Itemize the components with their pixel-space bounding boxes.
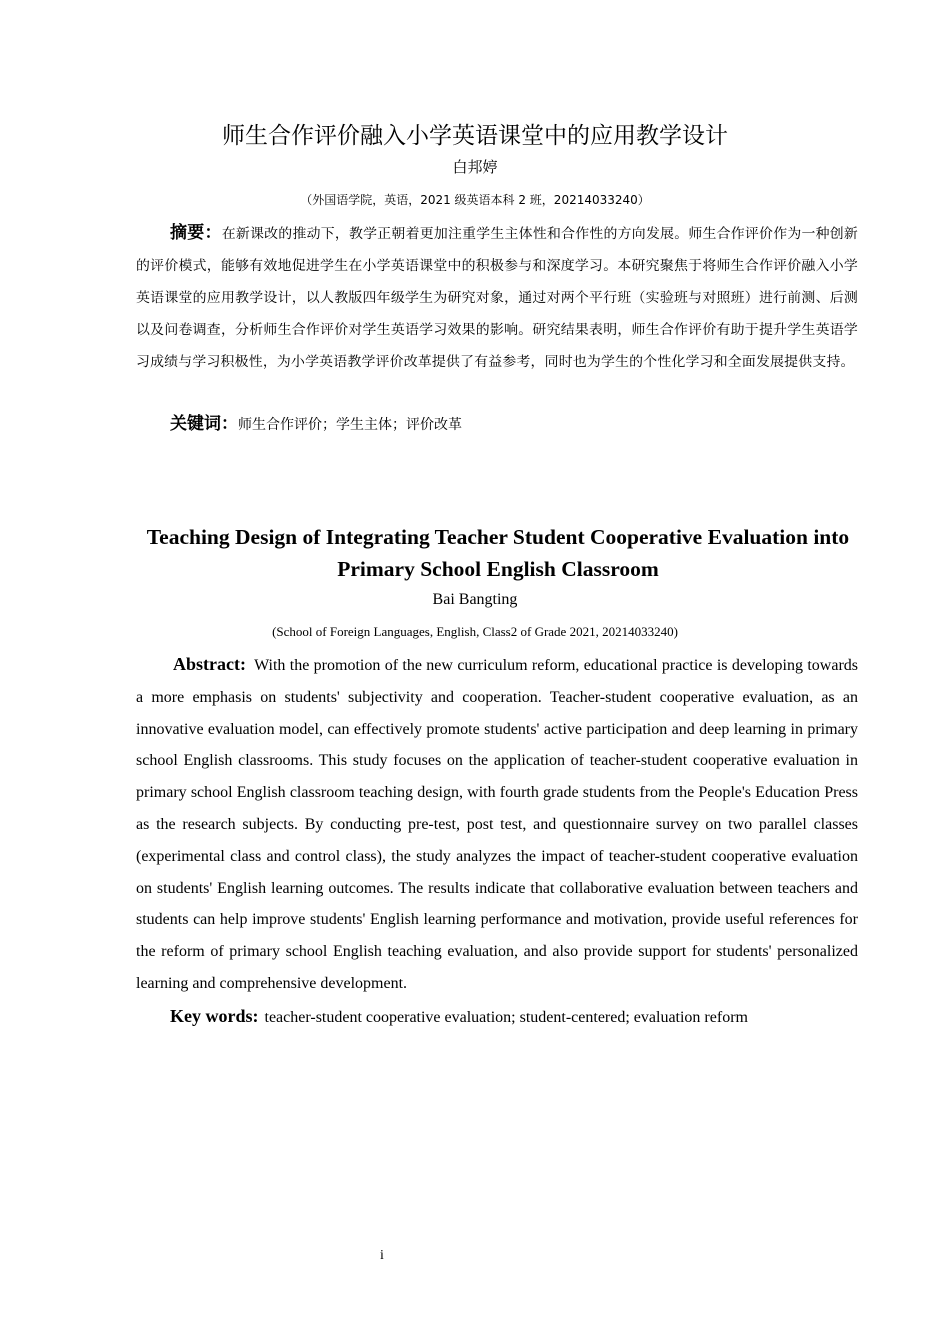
chinese-author: 白邦婷 [452, 158, 498, 176]
english-abstract [136, 649, 858, 1000]
english-keywords-label: Key words: [170, 1006, 259, 1026]
page-number: i [380, 1248, 384, 1263]
chinese-keywords [170, 408, 462, 441]
english-affiliation: (School of Foreign Languages, English, Class2 of Grade 2021, 20214033240) [272, 624, 678, 639]
english-keywords [170, 1000, 748, 1034]
chinese-affiliation: （外国语学院，英语，2021 级英语本科 2 班，20214033240） [300, 193, 650, 207]
chinese-abstract-label: 摘要： [170, 223, 222, 243]
english-title: Teaching Design of Integrating Teacher Student Cooperative Evaluation into Primary School English Classroom [146, 525, 850, 581]
english-abstract-text: With the promotion of the new curriculum reform, educational practice is developing towards a more emphasis on students' subjectivity and cooperation. Teacher-student cooperative evaluation, as an innovative evaluation model, can effectively promote students' active participation and deep learning in primary school English classrooms. This study focuses on the application of teacher-student cooperative evaluation in primary school English classroom teaching design, with fourth grade students from the People's Education Press as the research subjects. By conducting pre-test, post test, and questionnaire survey on two parallel classes (experimental class and control class), the study analyzes the impact of teacher-student cooperative evaluation on students' English learning outcomes. The results indicate that collaborative evaluation between teachers and students can help improve students' English learning performance and motivation, provide useful references for the reform of primary school English teaching evaluation, and also provide support for students' personalized learning and comprehensive development. [136, 657, 858, 992]
english-abstract-label: Abstract: [173, 654, 246, 674]
english-author: Bai Bangting [432, 591, 518, 608]
chinese-abstract [136, 217, 858, 378]
chinese-keywords-label: 关键词： [170, 414, 238, 434]
chinese-abstract-text: 在新课改的推动下，教学正朝着更加注重学生主体性和合作性的方向发展。师生合作评价作为一种创新的评价模式，能够有效地促进学生在小学英语课堂中的积极参与和深度学习。本研究聚焦于将师生合作评价融入小学英语课堂的应用教学设计，以人教版四年级学生为研究对象，通过对两个平行班（实验班与对照班）进行前测、后测以及问卷调查，分析师生合作评价对学生英语学习效果的影响。研究结果表明，师生合作评价有助于提升学生英语学习成绩与学习积极性，为小学英语教学评价改革提供了有益参考，同时也为学生的个性化学习和全面发展提供支持。 [136, 226, 858, 370]
chinese-title: 师生合作评价融入小学英语课堂中的应用教学设计 [222, 123, 728, 149]
chinese-keywords-text: 师生合作评价；学生主体；评价改革 [238, 417, 462, 433]
english-keywords-text: teacher-student cooperative evaluation; student-centered; evaluation reform [264, 1009, 748, 1026]
